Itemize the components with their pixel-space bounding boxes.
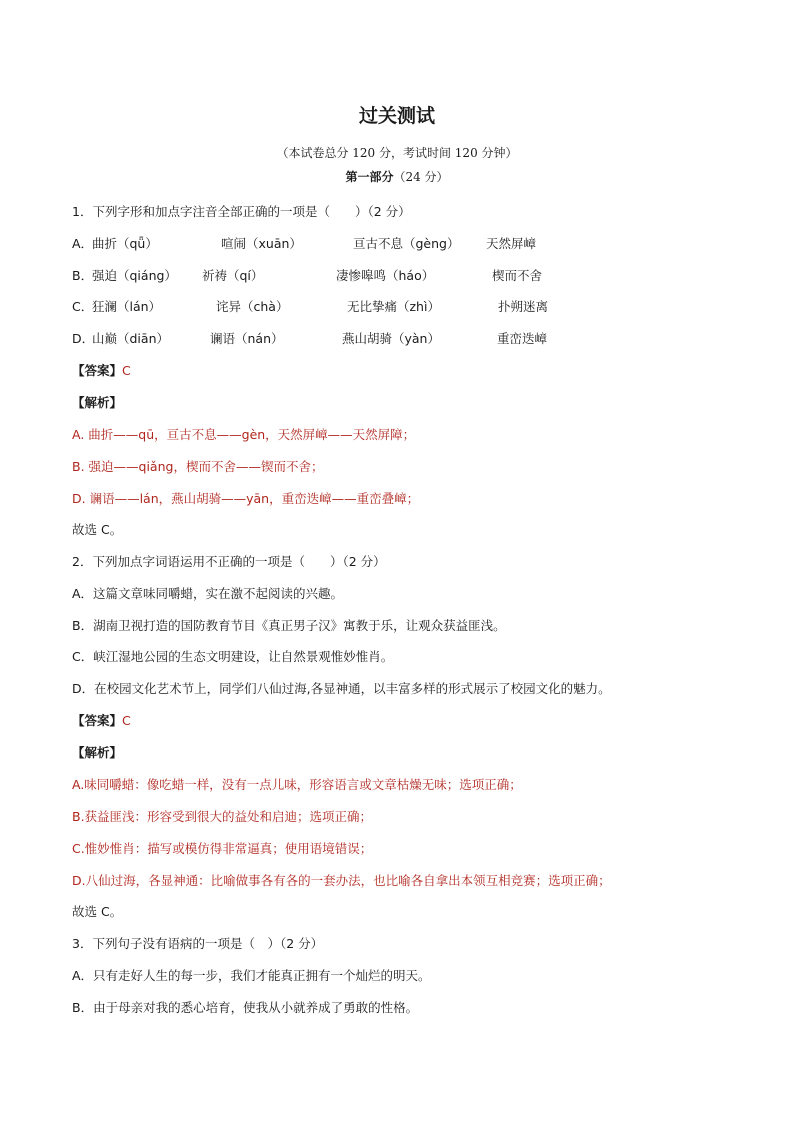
part-score: （24 分） bbox=[393, 170, 449, 184]
q2-analysis-label: 【解析】 bbox=[72, 745, 123, 760]
option-item: 诧异（chà） bbox=[216, 299, 289, 314]
q1-option-d bbox=[72, 330, 722, 348]
option-item: 喧闹（xuān） bbox=[221, 236, 302, 251]
exam-info: （本试卷总分 120 分，考试时间 120 分钟） bbox=[276, 146, 518, 160]
answer-value: C bbox=[122, 713, 131, 728]
q3-stem: 3．下列句子没有语病的一项是（ ）（2 分） bbox=[72, 936, 324, 951]
option-item: 强迫（qiáng） bbox=[92, 268, 177, 283]
option-item: 无比挚痛（zhì） bbox=[347, 299, 440, 314]
option-item: 重峦迭嶂 bbox=[497, 331, 548, 346]
option-item: 曲折（qǖ） bbox=[92, 236, 158, 251]
option-item: 狂澜（lán） bbox=[92, 299, 162, 314]
q1-answer bbox=[72, 362, 131, 380]
answer-label: 【答案】 bbox=[72, 713, 123, 728]
option-item: 凄惨嗥鸣（háo） bbox=[336, 268, 435, 283]
part-heading bbox=[0, 168, 794, 185]
option-item: 谰语（nán） bbox=[210, 331, 284, 346]
q2-option-c: C．峡江湿地公园的生态文明建设，让自然景观惟妙惟肖。 bbox=[72, 649, 394, 664]
q1-analysis-line: A. 曲折——qū，亘古不息——gèn，天然屏嶂——天然屏障； bbox=[72, 427, 416, 442]
answer-label: 【答案】 bbox=[72, 363, 123, 378]
q3-option-b: B．由于母亲对我的悉心培育，使我从小就养成了勇敢的性格。 bbox=[72, 1000, 419, 1015]
option-item: 天然屏嶂 bbox=[486, 236, 537, 251]
q1-analysis-label: 【解析】 bbox=[72, 395, 123, 410]
option-item: 楔而不舍 bbox=[492, 268, 543, 283]
q1-option-b bbox=[72, 267, 722, 285]
q1-option-a bbox=[72, 235, 722, 253]
q1-analysis-line: D. 谰语——lán，燕山胡骑——yān，重峦迭嶂——重峦叠嶂； bbox=[72, 491, 420, 506]
q1-stem: 1．下列字形和加点字注音全部正确的一项是（ ）（2 分） bbox=[72, 204, 411, 219]
q2-analysis-line: B.获益匪浅：形容受到很大的益处和启迪；选项正确； bbox=[72, 809, 373, 824]
q2-option-a: A．这篇文章味同嚼蜡，实在激不起阅读的兴趣。 bbox=[72, 586, 344, 601]
q2-stem: 2．下列加点字词语运用不正确的一项是（ ）（2 分） bbox=[72, 554, 386, 569]
q2-option-b: B．湖南卫视打造的国防教育节目《真正男子汉》寓教于乐，让观众获益匪浅。 bbox=[72, 618, 506, 633]
q1-conclusion: 故选 C。 bbox=[72, 522, 123, 537]
q2-option-d: D．在校园文化艺术节上，同学们八仙过海,各显神通，以丰富多样的形式展示了校园文化的魅力。 bbox=[72, 681, 611, 696]
part-name: 第一部分 bbox=[345, 170, 394, 184]
q2-answer bbox=[72, 712, 131, 730]
option-item: 亘古不息（gèng） bbox=[353, 236, 460, 251]
q2-analysis-line: A.味同嚼蜡：像吃蜡一样，没有一点儿味，形容语言或文章枯燥无味；选项正确； bbox=[72, 777, 522, 792]
option-letter: D． bbox=[72, 331, 95, 346]
option-item: 祈祷（qí） bbox=[202, 268, 264, 283]
q2-conclusion: 故选 C。 bbox=[72, 904, 123, 919]
q3-option-a: A．只有走好人生的每一步，我们才能真正拥有一个灿烂的明天。 bbox=[72, 968, 431, 983]
answer-value: C bbox=[122, 363, 131, 378]
q2-analysis-line: D.八仙过海，各显神通：比喻做事各有各的一套办法，也比喻各自拿出本领互相竞赛；选项正确； bbox=[72, 873, 611, 888]
page-title: 过关测试 bbox=[358, 105, 435, 127]
option-letter: A． bbox=[72, 236, 94, 251]
option-letter: C． bbox=[72, 299, 94, 314]
option-item: 山巅（diān） bbox=[92, 331, 169, 346]
q1-analysis-line: B. 强迫——qiǎng，楔而不舍——锲而不舍； bbox=[72, 459, 324, 474]
q1-option-c bbox=[72, 298, 722, 316]
option-letter: B． bbox=[72, 268, 94, 283]
option-item: 燕山胡骑（yàn） bbox=[342, 331, 440, 346]
option-item: 扑朔迷离 bbox=[498, 299, 549, 314]
q2-analysis-line: C.惟妙惟肖：描写或模仿得非常逼真；使用语境错误； bbox=[72, 841, 373, 856]
